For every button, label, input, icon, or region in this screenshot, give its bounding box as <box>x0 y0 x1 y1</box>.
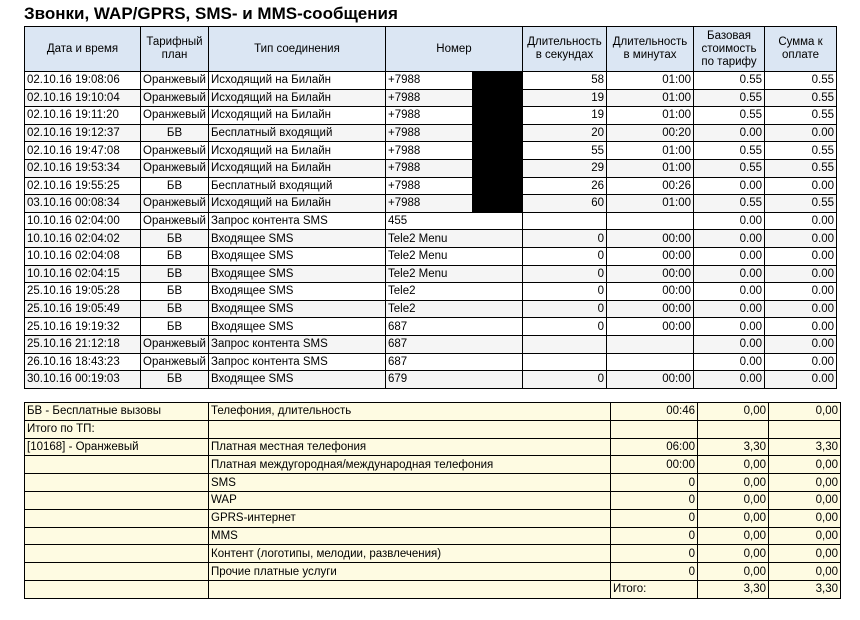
cell-duration-seconds: 0 <box>523 265 607 283</box>
cell-duration-minutes <box>607 212 694 230</box>
cell-connection-type: Входящее SMS <box>209 283 386 301</box>
cell-connection-type: Запрос контента SMS <box>209 353 386 371</box>
cell-duration-seconds: 58 <box>523 72 607 90</box>
cell-plan: Оранжевый <box>141 335 209 353</box>
table-row <box>25 318 837 336</box>
cell-datetime: 02.10.16 19:12:37 <box>25 124 141 142</box>
summary-label: SMS <box>209 474 611 492</box>
summary-row <box>25 438 841 456</box>
summary-base: 0,00 <box>698 491 769 509</box>
cell-number: Tele2 Menu <box>386 247 523 265</box>
summary-total-row <box>25 580 841 598</box>
cell-amount-due: 0.00 <box>765 371 837 389</box>
cell-base-cost: 0.00 <box>694 318 765 336</box>
cell-number: 687 <box>386 353 523 371</box>
cell-plan: БВ <box>141 177 209 195</box>
page-title: Звонки, WAP/GPRS, SMS- и MMS-сообщения <box>24 4 398 23</box>
cell-duration-seconds: 26 <box>523 177 607 195</box>
summary-left-cell <box>25 456 209 474</box>
summary-base: 0,00 <box>698 527 769 545</box>
redaction-block <box>472 177 522 195</box>
cell-amount-due: 0.00 <box>765 283 837 301</box>
summary-minutes: 00:00 <box>611 456 698 474</box>
summary-total: 0,00 <box>769 509 841 527</box>
summary-label: Платная междугородная/международная телефония <box>209 456 611 474</box>
summary-row <box>25 403 841 421</box>
cell-duration-seconds: 29 <box>523 159 607 177</box>
cell-duration-seconds <box>523 353 607 371</box>
cell-number: Tele2 Menu <box>386 265 523 283</box>
cell-base-cost: 0.55 <box>694 107 765 125</box>
cell-datetime: 02.10.16 19:55:25 <box>25 177 141 195</box>
table-row <box>25 177 837 195</box>
cell-connection-type: Запрос контента SMS <box>209 335 386 353</box>
redaction-block <box>472 142 522 160</box>
summary-left-cell <box>25 509 209 527</box>
cell-datetime: 10.10.16 02:04:15 <box>25 265 141 283</box>
summary-left-cell <box>25 563 209 581</box>
cell-base-cost: 0.00 <box>694 371 765 389</box>
cell-number: 455 <box>386 212 523 230</box>
cell-duration-seconds <box>523 335 607 353</box>
grand-total-label: Итого: <box>611 580 698 598</box>
cell-duration-seconds: 0 <box>523 247 607 265</box>
cell-plan: Оранжевый <box>141 72 209 90</box>
cell-number <box>386 195 523 213</box>
header-number: Номер <box>386 27 523 72</box>
summary-base: 0,00 <box>698 456 769 474</box>
header-duration-minutes: Длительность в минутах <box>607 27 694 72</box>
summary-label: Телефония, длительность <box>209 403 611 421</box>
cell-duration-minutes: 00:00 <box>607 247 694 265</box>
cell-connection-type: Исходящий на Билайн <box>209 89 386 107</box>
summary-total: 0,00 <box>769 474 841 492</box>
cell-duration-minutes: 01:00 <box>607 142 694 160</box>
cell-base-cost: 0.00 <box>694 265 765 283</box>
cell-base-cost: 0.00 <box>694 247 765 265</box>
table-row <box>25 371 837 389</box>
header-amount-due: Сумма к оплате <box>765 27 837 72</box>
cell-amount-due: 0.55 <box>765 89 837 107</box>
cell-connection-type: Входящее SMS <box>209 247 386 265</box>
calls-table-header <box>25 27 837 72</box>
summary-left-cell: [10168] - Оранжевый <box>25 438 209 456</box>
header-connection-type: Тип соединения <box>209 27 386 72</box>
summary-total: 3,30 <box>769 438 841 456</box>
table-row <box>25 142 837 160</box>
cell-duration-seconds: 55 <box>523 142 607 160</box>
cell-connection-type: Запрос контента SMS <box>209 212 386 230</box>
summary-base: 0,00 <box>698 509 769 527</box>
cell-number <box>386 142 523 160</box>
table-row <box>25 335 837 353</box>
cell-base-cost: 0.00 <box>694 353 765 371</box>
cell-duration-seconds: 20 <box>523 124 607 142</box>
cell-base-cost: 0.00 <box>694 177 765 195</box>
cell-plan: Оранжевый <box>141 159 209 177</box>
number-text: +7988 <box>388 162 421 175</box>
cell-connection-type: Бесплатный входящий <box>209 177 386 195</box>
summary-total: 0,00 <box>769 403 841 421</box>
cell-number: 679 <box>386 371 523 389</box>
cell-duration-minutes: 00:00 <box>607 230 694 248</box>
table-row <box>25 247 837 265</box>
cell-connection-type: Исходящий на Билайн <box>209 72 386 90</box>
cell-number <box>386 177 523 195</box>
cell-plan: Оранжевый <box>141 107 209 125</box>
cell-connection-type: Исходящий на Билайн <box>209 142 386 160</box>
cell-number: Tele2 <box>386 300 523 318</box>
cell-duration-seconds: 0 <box>523 300 607 318</box>
summary-left-cell <box>25 580 209 598</box>
cell-datetime: 10.10.16 02:04:08 <box>25 247 141 265</box>
summary-left-cell <box>25 545 209 563</box>
summary-total: 0,00 <box>769 563 841 581</box>
table-row <box>25 353 837 371</box>
grand-total-base: 3,30 <box>698 580 769 598</box>
cell-number <box>386 89 523 107</box>
cell-number <box>386 124 523 142</box>
summary-label <box>209 420 611 438</box>
cell-base-cost: 0.55 <box>694 72 765 90</box>
cell-plan: БВ <box>141 371 209 389</box>
cell-connection-type: Бесплатный входящий <box>209 124 386 142</box>
summary-left-cell: БВ - Бесплатные вызовы <box>25 403 209 421</box>
redaction-block <box>472 107 522 125</box>
cell-duration-seconds: 0 <box>523 371 607 389</box>
cell-number: 687 <box>386 335 523 353</box>
cell-plan: БВ <box>141 230 209 248</box>
cell-connection-type: Исходящий на Билайн <box>209 195 386 213</box>
cell-connection-type: Входящее SMS <box>209 300 386 318</box>
cell-base-cost: 0.00 <box>694 124 765 142</box>
calls-table <box>24 26 837 389</box>
summary-label: Контент (логотипы, мелодии, развлечения) <box>209 545 611 563</box>
cell-plan: БВ <box>141 300 209 318</box>
summary-label: Платная местная телефония <box>209 438 611 456</box>
cell-duration-minutes <box>607 353 694 371</box>
cell-amount-due: 0.00 <box>765 212 837 230</box>
summary-row <box>25 491 841 509</box>
summary-total: 0,00 <box>769 456 841 474</box>
cell-plan: БВ <box>141 124 209 142</box>
cell-duration-minutes: 00:00 <box>607 265 694 283</box>
summary-base <box>698 420 769 438</box>
table-row <box>25 195 837 213</box>
cell-base-cost: 0.00 <box>694 283 765 301</box>
cell-connection-type: Входящее SMS <box>209 265 386 283</box>
cell-datetime: 03.10.16 00:08:34 <box>25 195 141 213</box>
cell-duration-minutes: 01:00 <box>607 195 694 213</box>
cell-base-cost: 0.55 <box>694 195 765 213</box>
cell-duration-minutes: 00:00 <box>607 318 694 336</box>
cell-duration-minutes: 00:00 <box>607 371 694 389</box>
cell-datetime: 02.10.16 19:53:34 <box>25 159 141 177</box>
summary-label <box>209 580 611 598</box>
summary-base: 3,30 <box>698 438 769 456</box>
cell-amount-due: 0.00 <box>765 318 837 336</box>
number-text: +7988 <box>388 91 421 104</box>
cell-base-cost: 0.55 <box>694 89 765 107</box>
cell-amount-due: 0.55 <box>765 107 837 125</box>
cell-duration-seconds: 0 <box>523 230 607 248</box>
summary-minutes <box>611 420 698 438</box>
cell-plan: БВ <box>141 283 209 301</box>
table-row <box>25 300 837 318</box>
summary-minutes: 0 <box>611 491 698 509</box>
summary-minutes: 06:00 <box>611 438 698 456</box>
cell-datetime: 02.10.16 19:10:04 <box>25 89 141 107</box>
table-row <box>25 124 837 142</box>
cell-number <box>386 159 523 177</box>
cell-datetime: 25.10.16 19:19:32 <box>25 318 141 336</box>
cell-plan: Оранжевый <box>141 353 209 371</box>
cell-plan: БВ <box>141 247 209 265</box>
table-row <box>25 159 837 177</box>
table-row <box>25 89 837 107</box>
summary-minutes: 0 <box>611 563 698 581</box>
cell-number <box>386 72 523 90</box>
number-text: +7988 <box>388 197 421 210</box>
table-row <box>25 212 837 230</box>
summary-row <box>25 509 841 527</box>
redaction-block <box>472 159 522 177</box>
summary-base: 0,00 <box>698 403 769 421</box>
cell-base-cost: 0.00 <box>694 335 765 353</box>
cell-duration-minutes: 00:20 <box>607 124 694 142</box>
cell-datetime: 25.10.16 21:12:18 <box>25 335 141 353</box>
cell-duration-minutes: 01:00 <box>607 72 694 90</box>
summary-total: 0,00 <box>769 545 841 563</box>
table-row <box>25 72 837 90</box>
number-text: +7988 <box>388 144 421 157</box>
summary-left-cell: Итого по ТП: <box>25 420 209 438</box>
cell-datetime: 02.10.16 19:08:06 <box>25 72 141 90</box>
summary-minutes: 00:46 <box>611 403 698 421</box>
cell-amount-due: 0.55 <box>765 159 837 177</box>
summary-row <box>25 474 841 492</box>
summary-label: MMS <box>209 527 611 545</box>
redaction-block <box>472 72 522 90</box>
table-row <box>25 265 837 283</box>
cell-datetime: 10.10.16 02:04:02 <box>25 230 141 248</box>
cell-base-cost: 0.00 <box>694 300 765 318</box>
summary-base: 0,00 <box>698 545 769 563</box>
cell-duration-minutes: 01:00 <box>607 159 694 177</box>
number-text: +7988 <box>388 109 421 122</box>
cell-duration-minutes <box>607 335 694 353</box>
cell-plan: БВ <box>141 318 209 336</box>
cell-duration-seconds <box>523 212 607 230</box>
cell-amount-due: 0.00 <box>765 177 837 195</box>
cell-duration-minutes: 00:00 <box>607 283 694 301</box>
cell-connection-type: Исходящий на Билайн <box>209 107 386 125</box>
header-duration-seconds: Длительность в секундах <box>523 27 607 72</box>
cell-duration-seconds: 0 <box>523 318 607 336</box>
cell-base-cost: 0.00 <box>694 212 765 230</box>
cell-amount-due: 0.00 <box>765 265 837 283</box>
cell-amount-due: 0.55 <box>765 195 837 213</box>
cell-amount-due: 0.00 <box>765 124 837 142</box>
cell-duration-minutes: 01:00 <box>607 107 694 125</box>
cell-plan: БВ <box>141 265 209 283</box>
summary-left-cell <box>25 527 209 545</box>
cell-duration-seconds: 0 <box>523 283 607 301</box>
cell-datetime: 26.10.16 18:43:23 <box>25 353 141 371</box>
cell-plan: Оранжевый <box>141 142 209 160</box>
table-row <box>25 283 837 301</box>
summary-minutes: 0 <box>611 509 698 527</box>
summary-minutes: 0 <box>611 474 698 492</box>
summary-total: 0,00 <box>769 527 841 545</box>
cell-datetime: 25.10.16 19:05:28 <box>25 283 141 301</box>
cell-datetime: 10.10.16 02:04:00 <box>25 212 141 230</box>
cell-number: Tele2 Menu <box>386 230 523 248</box>
cell-number: Tele2 <box>386 283 523 301</box>
number-text: +7988 <box>388 179 421 192</box>
cell-datetime: 02.10.16 19:47:08 <box>25 142 141 160</box>
cell-amount-due: 0.00 <box>765 247 837 265</box>
cell-plan: Оранжевый <box>141 89 209 107</box>
cell-amount-due: 0.00 <box>765 300 837 318</box>
cell-amount-due: 0.00 <box>765 353 837 371</box>
cell-amount-due: 0.55 <box>765 72 837 90</box>
cell-duration-seconds: 19 <box>523 107 607 125</box>
summary-minutes: 0 <box>611 545 698 563</box>
cell-base-cost: 0.55 <box>694 159 765 177</box>
cell-amount-due: 0.00 <box>765 230 837 248</box>
cell-number: 687 <box>386 318 523 336</box>
grand-total-amount: 3,30 <box>769 580 841 598</box>
number-text: +7988 <box>388 127 421 140</box>
cell-datetime: 02.10.16 19:11:20 <box>25 107 141 125</box>
summary-total: 0,00 <box>769 491 841 509</box>
summary-row <box>25 545 841 563</box>
summary-left-cell <box>25 491 209 509</box>
header-datetime: Дата и время <box>25 27 141 72</box>
cell-duration-seconds: 19 <box>523 89 607 107</box>
summary-row <box>25 420 841 438</box>
cell-duration-minutes: 00:26 <box>607 177 694 195</box>
cell-connection-type: Исходящий на Билайн <box>209 159 386 177</box>
summary-label: Прочие платные услуги <box>209 563 611 581</box>
cell-base-cost: 0.55 <box>694 142 765 160</box>
redaction-block <box>472 195 522 213</box>
table-row <box>25 107 837 125</box>
summary-table <box>24 402 841 599</box>
cell-base-cost: 0.00 <box>694 230 765 248</box>
summary-left-cell <box>25 474 209 492</box>
header-plan: Тарифный план <box>141 27 209 72</box>
summary-row <box>25 456 841 474</box>
cell-connection-type: Входящее SMS <box>209 230 386 248</box>
cell-number <box>386 107 523 125</box>
summary-base: 0,00 <box>698 563 769 581</box>
summary-minutes: 0 <box>611 527 698 545</box>
summary-label: GPRS-интернет <box>209 509 611 527</box>
cell-connection-type: Входящее SMS <box>209 371 386 389</box>
cell-connection-type: Входящее SMS <box>209 318 386 336</box>
cell-datetime: 25.10.16 19:05:49 <box>25 300 141 318</box>
number-text: +7988 <box>388 74 421 87</box>
summary-base: 0,00 <box>698 474 769 492</box>
cell-duration-seconds: 60 <box>523 195 607 213</box>
header-base-cost: Базовая стоимость по тарифу <box>694 27 765 72</box>
cell-duration-minutes: 00:00 <box>607 300 694 318</box>
redaction-block <box>472 89 522 107</box>
cell-duration-minutes: 01:00 <box>607 89 694 107</box>
cell-amount-due: 0.00 <box>765 335 837 353</box>
summary-row <box>25 563 841 581</box>
table-row <box>25 230 837 248</box>
redaction-block <box>472 124 522 142</box>
cell-plan: Оранжевый <box>141 195 209 213</box>
summary-row <box>25 527 841 545</box>
summary-label: WAP <box>209 491 611 509</box>
summary-total <box>769 420 841 438</box>
cell-amount-due: 0.55 <box>765 142 837 160</box>
cell-plan: Оранжевый <box>141 212 209 230</box>
cell-datetime: 30.10.16 00:19:03 <box>25 371 141 389</box>
